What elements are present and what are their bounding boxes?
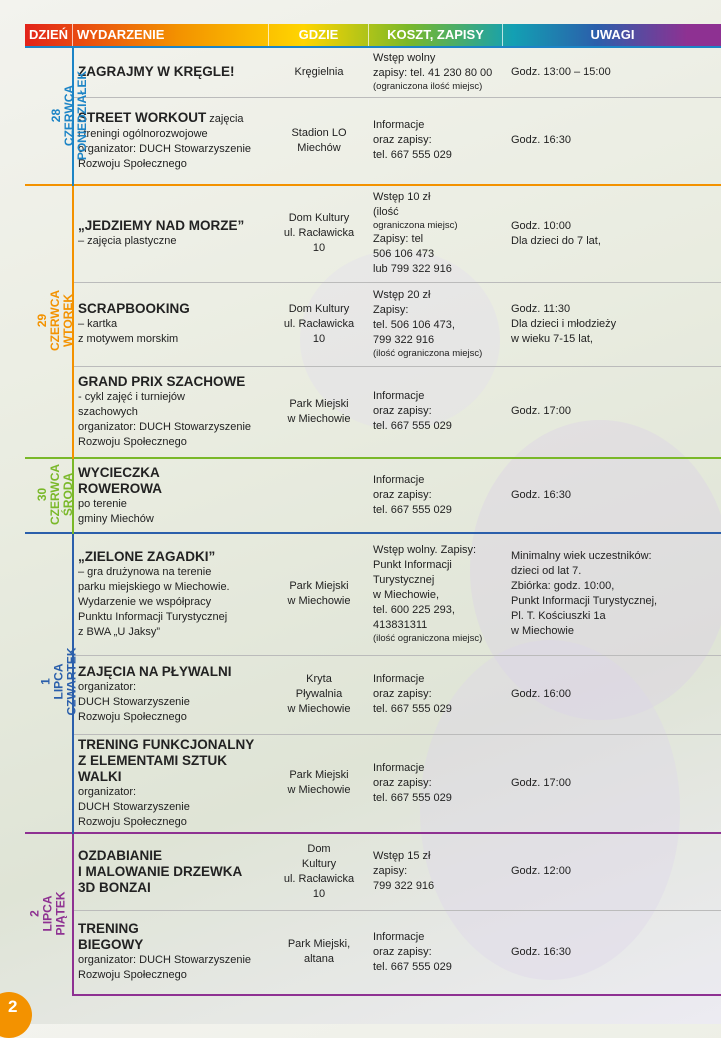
header-where: GDZIE — [269, 24, 369, 46]
event-cell — [73, 366, 269, 458]
notes-cell — [507, 833, 721, 911]
notes-line: Godz. 16:30 — [511, 134, 571, 147]
day-label-line: PIĄTEK — [53, 890, 68, 936]
event-title — [78, 110, 265, 127]
cost-cell — [369, 282, 507, 366]
event-title-text: SCRAPBOOKING — [78, 301, 190, 316]
where-cell — [269, 282, 369, 366]
cost-line: oraz zapisy: — [373, 134, 432, 147]
header-day: DZIEŃ — [25, 24, 73, 46]
event-title-text: ROWEROWA — [78, 480, 162, 496]
notes-line: Pl. T. Kościuszki 1a — [511, 610, 606, 623]
cost-line: 506 106 473 — [373, 248, 435, 261]
day-cell — [25, 47, 90, 185]
cost-line: Informacje — [373, 474, 425, 486]
notes-cell — [507, 734, 721, 833]
where-line: Dom Kultury — [288, 302, 350, 315]
notes-line: w wieku 7-15 lat, — [511, 332, 593, 345]
day-cell — [25, 533, 79, 833]
notes-line: Godz. 17:00 — [511, 776, 571, 789]
notes-line: Godz. 16:30 — [511, 945, 571, 958]
where-line: Miechów — [297, 141, 341, 154]
where-line: Stadion LO — [291, 126, 347, 139]
where-line: w Miechowie — [287, 412, 351, 425]
where-cell — [269, 97, 369, 185]
notes-line: Godz. 16:30 — [511, 489, 571, 501]
cost-line: tel. 506 106 473, — [373, 319, 455, 331]
where-line: altana — [304, 953, 334, 966]
cost-cell — [369, 47, 507, 97]
event-description: - cykl zajęć i turniejów — [78, 390, 185, 403]
event-title — [78, 64, 265, 80]
header-cost: KOSZT, ZAPISY — [369, 24, 503, 46]
day-label — [36, 464, 75, 525]
where-cell — [269, 911, 369, 995]
notes-cell — [507, 533, 721, 655]
event-title-text: I MALOWANIE DRZEWKA — [78, 863, 243, 879]
event-cell — [73, 833, 269, 911]
day-label-line: CZERWCA — [62, 84, 77, 146]
notes-line: Minimalny wiek uczestników: — [511, 550, 652, 563]
where-cell — [269, 833, 369, 911]
event-description: Rozwoju Społecznego — [78, 157, 187, 170]
cost-line: tel. 667 555 029 — [373, 149, 452, 162]
notes-cell — [507, 282, 721, 366]
event-title-text: „ZIELONE ZAGADKI” — [78, 548, 216, 564]
event-description: DUCH Stowarzyszenie — [78, 800, 190, 813]
day-label-line: 28 — [49, 108, 64, 122]
notes-line: Dla dzieci i młodzieży — [511, 317, 617, 330]
notes-line: Dla dzieci do 7 lat, — [511, 234, 601, 247]
cost-line: (ograniczona ilość miejsc) — [373, 81, 483, 93]
cost-cell — [369, 185, 507, 282]
event-title — [78, 481, 265, 497]
event-description: organizator: DUCH Stowarzyszenie — [78, 142, 252, 155]
where-line: w Miechowie — [287, 703, 351, 715]
event-description: DUCH Stowarzyszenie — [78, 696, 190, 708]
event-description: z motywem morskim — [78, 333, 179, 345]
cost-line: zapisy: tel. 41 230 80 00 — [373, 67, 493, 80]
event-description: organizator: — [78, 681, 137, 693]
cost-line: tel. 667 555 029 — [373, 420, 452, 433]
event-title-text: „JEDZIEMY NAD MORZE” — [78, 218, 245, 234]
cost-line: Wstęp wolny. Zapisy: — [373, 544, 477, 557]
event-description: Punktu Informacji Turystycznej — [78, 610, 228, 623]
event-description: parku miejskiego w Miechowie. — [78, 580, 230, 593]
cost-line: tel. 600 225 293, — [373, 604, 455, 617]
event-title — [78, 848, 265, 864]
table-row — [25, 533, 721, 655]
where-line: 10 — [312, 332, 326, 345]
event-title-text: BIEGOWY — [78, 937, 144, 953]
cost-line: tel. 667 555 029 — [373, 791, 452, 804]
cost-line: Informacje — [373, 761, 425, 774]
cost-line: Zapisy: tel — [373, 233, 424, 246]
where-line: 10 — [312, 887, 326, 900]
notes-line: Godz. 13:00 – 15:00 — [511, 65, 611, 78]
event-title — [78, 864, 265, 880]
event-title — [78, 753, 265, 785]
where-line: Pływalnia — [295, 688, 343, 700]
notes-cell — [507, 655, 721, 734]
day-label-line: 2 — [27, 909, 42, 917]
table-row — [25, 185, 721, 282]
where-line: 10 — [312, 242, 326, 255]
table-row — [25, 47, 721, 97]
day-label-line: CZWARTEK — [64, 647, 79, 716]
where-line: Dom — [307, 842, 331, 855]
event-title — [78, 301, 265, 317]
day-label-line: PONIEDZIAŁEK — [75, 70, 90, 160]
table-row — [25, 911, 721, 995]
cost-line: (ilość — [373, 206, 399, 219]
day-label-line: CZERWCA — [48, 289, 63, 352]
event-title-text: TRENING FUNKCJONALNY — [78, 736, 255, 752]
notes-cell — [507, 366, 721, 458]
cost-line: tel. 667 555 029 — [373, 703, 452, 715]
cost-cell — [369, 97, 507, 185]
where-line: Kryta — [306, 673, 332, 685]
event-title — [78, 737, 265, 753]
cost-line: Informacje — [373, 930, 425, 943]
cost-line: (ilość ograniczona miejsc) — [373, 633, 483, 645]
day-label — [50, 70, 89, 159]
event-title-text: TRENING — [78, 921, 139, 937]
cost-line: w Miechowie, — [373, 589, 440, 602]
event-description: – kartka — [78, 318, 118, 330]
where-line: Park Miejski — [289, 580, 349, 593]
event-description: gminy Miechów — [78, 512, 154, 525]
table-header — [25, 24, 721, 46]
event-cell — [73, 47, 269, 97]
table-row — [25, 458, 721, 533]
event-description: Rozwoju Społecznego — [78, 815, 187, 828]
cost-line: Zapisy: — [373, 304, 409, 316]
event-title-text: WYCIECZKA — [78, 464, 160, 480]
cost-line: oraz zapisy: — [373, 945, 432, 958]
where-line: w Miechowie — [287, 595, 351, 608]
day-label-line: CZERWCA — [48, 463, 63, 526]
where-cell — [269, 533, 369, 655]
cost-line: lub 799 322 916 — [373, 263, 452, 276]
event-description: Rozwoju Społecznego — [78, 711, 187, 723]
cost-cell — [369, 655, 507, 734]
table-row — [25, 97, 721, 185]
event-description: organizator: DUCH Stowarzyszenie — [78, 954, 252, 967]
event-description: organizator: DUCH Stowarzyszenie — [78, 420, 252, 433]
header-notes: UWAGI — [590, 27, 635, 42]
page-number: 2 — [0, 992, 32, 1038]
cost-line: zapisy: — [373, 865, 408, 878]
day-label-line: LIPCA — [40, 895, 55, 932]
cost-line: Informacje — [373, 390, 425, 403]
day-cell — [25, 833, 73, 995]
notes-cell — [507, 47, 721, 97]
cost-line: 413831311 — [373, 619, 428, 632]
cost-line: Turystycznej — [373, 574, 435, 587]
event-cell — [73, 185, 269, 282]
event-description: szachowych — [78, 405, 138, 418]
day-label-line: WTOREK — [61, 293, 76, 348]
event-title-text: Z ELEMENTAMI SZTUK WALKI — [78, 752, 227, 784]
event-title — [78, 880, 265, 896]
table-row — [25, 734, 721, 833]
event-title — [78, 549, 265, 565]
event-title — [78, 937, 265, 953]
event-cell — [73, 911, 269, 995]
day-label — [36, 290, 75, 351]
cost-line: Wstęp 10 zł — [373, 191, 431, 204]
event-cell — [73, 282, 269, 366]
cost-line: tel. 667 555 029 — [373, 504, 452, 516]
day-label — [29, 891, 68, 935]
day-cell — [25, 458, 76, 533]
header-event: WYDARZENIE — [73, 24, 269, 46]
event-description: organizator: — [78, 785, 137, 798]
cost-line: tel. 667 555 029 — [373, 960, 452, 973]
event-title-tail: zajęcia — [206, 112, 244, 125]
cost-cell — [369, 911, 507, 995]
cost-line: (ilość ograniczona miejsc) — [373, 348, 483, 359]
notes-line: dzieci od lat 7. — [511, 565, 582, 578]
event-title — [78, 374, 265, 390]
cost-line: Punkt Informacji — [373, 559, 452, 572]
table-row — [25, 366, 721, 458]
event-description: Rozwoju Społecznego — [78, 435, 187, 448]
event-title-text: ZAGRAJMY W KRĘGLE! — [78, 64, 235, 80]
day-label-line: 30 — [35, 487, 50, 502]
cost-line: Informacje — [373, 119, 425, 132]
where-line: Park Miejski, — [287, 938, 351, 951]
cost-line: Wstęp 20 zł — [373, 289, 431, 301]
cost-line: Informacje — [373, 673, 425, 685]
day-label-line: 29 — [35, 313, 50, 328]
cost-line: oraz zapisy: — [373, 688, 432, 700]
notes-cell — [507, 97, 721, 185]
where-line: Kultury — [301, 857, 337, 870]
event-title-text: ZAJĘCIA NA PŁYWALNI — [78, 664, 232, 679]
where-line: Dom Kultury — [288, 212, 350, 225]
day-cell — [25, 185, 76, 458]
cost-line: ograniczona miejsc) — [373, 220, 458, 232]
event-cell — [73, 655, 269, 734]
where-cell — [269, 185, 369, 282]
cost-cell — [369, 366, 507, 458]
where-line: ul. Racławicka — [283, 872, 355, 885]
cost-line: oraz zapisy: — [373, 405, 432, 418]
event-title — [78, 218, 265, 234]
event-description: Rozwoju Społecznego — [78, 969, 187, 982]
event-cell — [73, 734, 269, 833]
event-cell — [73, 533, 269, 655]
notes-line: Godz. 11:30 — [511, 302, 571, 315]
day-label-line: 1 — [38, 678, 53, 686]
where-cell — [269, 366, 369, 458]
notes-cell — [507, 458, 721, 533]
event-description: – zajęcia plastyczne — [78, 235, 177, 248]
where-line: Park Miejski — [289, 769, 349, 781]
where-line: ul. Racławicka — [283, 317, 355, 330]
event-description: Wydarzenie we współpracy — [78, 595, 212, 608]
where-cell — [269, 734, 369, 833]
event-title — [78, 664, 265, 680]
cost-line: 799 322 916 — [373, 334, 435, 346]
notes-cell — [507, 911, 721, 995]
table-row — [25, 282, 721, 366]
event-cell — [73, 97, 269, 185]
event-title — [78, 921, 265, 937]
where-line: ul. Racławicka — [283, 227, 355, 240]
event-description: po terenie — [78, 497, 127, 510]
schedule-table — [25, 46, 721, 996]
cost-line: Wstęp 15 zł — [373, 850, 431, 863]
where-cell — [269, 47, 369, 97]
cost-line: oraz zapisy: — [373, 776, 432, 789]
event-description: z BWA „U Jaksy” — [78, 625, 161, 638]
notes-line: Godz. 10:00 — [511, 219, 571, 232]
where-cell — [269, 458, 369, 533]
cost-cell — [369, 533, 507, 655]
notes-line: Zbiórka: godz. 10:00, — [511, 580, 615, 593]
where-cell — [269, 655, 369, 734]
day-label-line: ŚRODA — [61, 472, 76, 517]
event-description: i treningi ogólnorozwojowe — [78, 127, 208, 140]
where-line: Kręgielnia — [294, 65, 344, 78]
table-row — [25, 655, 721, 734]
where-line: Park Miejski — [289, 397, 349, 410]
notes-line: Godz. 17:00 — [511, 405, 571, 418]
event-title-text: OZDABIANIE — [78, 847, 162, 863]
event-title-text: GRAND PRIX SZACHOWE — [78, 373, 246, 389]
cost-line: oraz zapisy: — [373, 489, 432, 501]
table-row — [25, 833, 721, 911]
cost-line: 799 322 916 — [373, 880, 435, 893]
event-description: – gra drużynowa na terenie — [78, 565, 212, 578]
notes-line: w Miechowie — [511, 625, 574, 638]
cost-line: Wstęp wolny — [373, 52, 436, 65]
notes-line: Punkt Informacji Turystycznej, — [511, 595, 658, 608]
cost-cell — [369, 734, 507, 833]
day-label — [40, 648, 79, 716]
where-line: w Miechowie — [287, 784, 351, 796]
notes-line: Godz. 12:00 — [511, 865, 571, 878]
event-title-text: 3D BONZAI — [78, 879, 151, 895]
event-title — [78, 465, 265, 481]
cost-cell — [369, 458, 507, 533]
event-title-text: STREET WORKOUT — [78, 109, 207, 125]
cost-cell — [369, 833, 507, 911]
day-label-line: LIPCA — [51, 663, 66, 700]
notes-line: Godz. 16:00 — [511, 688, 571, 700]
event-cell — [73, 458, 269, 533]
notes-cell — [507, 185, 721, 282]
